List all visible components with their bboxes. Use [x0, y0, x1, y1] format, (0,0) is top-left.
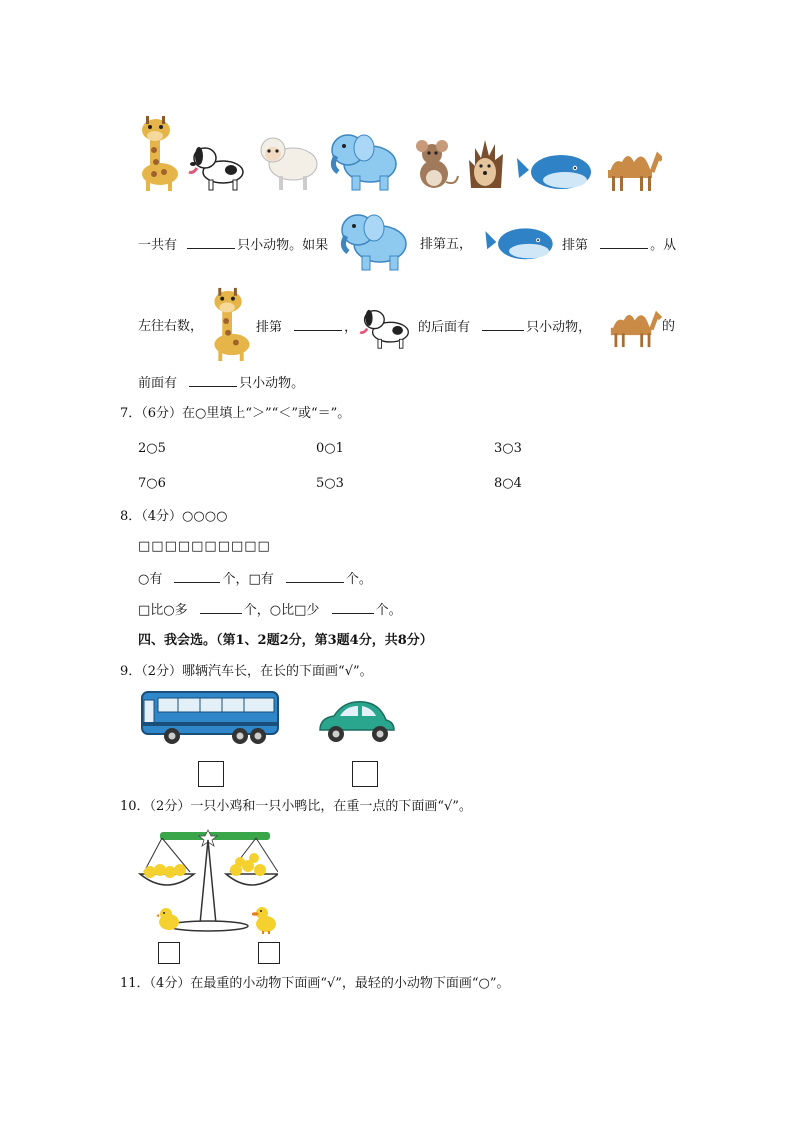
animal-row	[136, 98, 662, 192]
camel-icon	[602, 302, 662, 352]
elephant-icon	[332, 208, 418, 276]
q8-text: 个。	[375, 603, 402, 618]
q7-compare-item[interactable]: 8○4	[494, 476, 522, 491]
q7-compare-item[interactable]: 5○3	[316, 476, 344, 491]
answer-blank[interactable]	[332, 601, 374, 614]
dog-icon	[356, 300, 416, 354]
q8-text: 个。	[345, 572, 372, 587]
q6-text: ，	[344, 320, 358, 335]
elephant-icon	[326, 128, 404, 192]
mouse-icon	[410, 138, 460, 192]
answer-blank[interactable]	[286, 570, 344, 583]
answer-box-car[interactable]	[352, 761, 378, 787]
car-icon	[316, 696, 398, 748]
answer-blank[interactable]	[482, 318, 524, 331]
q6-text: 只小动物，	[526, 320, 592, 335]
q6-text: 。从	[650, 238, 677, 253]
q6-line1-end	[562, 236, 676, 255]
giraffe-icon	[208, 284, 254, 366]
chick-icon	[156, 906, 182, 936]
answer-blank[interactable]	[174, 570, 220, 583]
q7-compare-item[interactable]: 0○1	[316, 441, 344, 456]
q6-text: 排第	[562, 238, 589, 253]
q7-compare-item[interactable]: 2○5	[138, 441, 166, 456]
whale-icon	[513, 148, 595, 192]
dog-icon	[187, 136, 249, 192]
q8-squares: □□□□□□□□□□	[138, 539, 271, 554]
section-title: 四、我会选。（第1、2题2分，第3题4分，共8分）	[138, 633, 433, 648]
sheep-icon	[255, 130, 321, 192]
bus-icon	[138, 688, 282, 750]
q6-text: 只小动物。	[239, 376, 305, 391]
q6-line2-mid	[256, 318, 357, 337]
q8-text: 个，□有	[222, 572, 274, 587]
q6-line1	[138, 236, 328, 255]
q9-title: 9．（2分）哪辆汽车长，在长的下面画“√”。	[120, 664, 373, 679]
q8-line1	[138, 570, 372, 589]
q7-compare-item[interactable]: 3○3	[494, 441, 522, 456]
answer-blank[interactable]	[200, 601, 242, 614]
q6-text: 左往右数，	[138, 319, 204, 334]
q8-text: □比○多	[138, 603, 188, 618]
q6-text: 排第	[256, 320, 283, 335]
camel-icon	[600, 142, 662, 192]
q6-text: 排第五，	[420, 237, 473, 252]
q8-text: ○有	[138, 572, 163, 587]
q6-text: 的	[662, 319, 676, 334]
answer-box-chick[interactable]	[158, 942, 180, 964]
answer-blank[interactable]	[187, 236, 235, 249]
q6-line3	[138, 374, 304, 393]
answer-blank[interactable]	[189, 374, 237, 387]
hedgehog-icon	[465, 136, 507, 192]
q8-text: 个，○比□少	[243, 603, 320, 618]
answer-box-bus[interactable]	[198, 761, 224, 787]
q8-title: 8．（4分）○○○○	[120, 509, 228, 524]
q8-line2	[138, 601, 402, 620]
q6-line2-after-dog	[418, 318, 591, 337]
q6-text: 只小动物。如果	[237, 238, 329, 253]
q7-title: 7．（6分）在○里填上“＞”“＜”或“＝”。	[120, 406, 351, 421]
q11-title: 11．（4分）在最重的小动物下面画“√”，最轻的小动物下面画“○”。	[120, 976, 510, 991]
q10-title: 10．（2分）一只小鸡和一只小鸭比，在重一点的下面画“√”。	[120, 799, 472, 814]
q6-text: 一共有	[138, 238, 178, 253]
answer-blank[interactable]	[294, 318, 342, 331]
answer-box-duckling[interactable]	[258, 942, 280, 964]
whale-icon	[478, 222, 560, 266]
duckling-icon	[252, 904, 278, 938]
answer-blank[interactable]	[600, 236, 648, 249]
q6-text: 前面有	[138, 376, 178, 391]
giraffe-icon	[136, 112, 182, 192]
q6-text: 的后面有	[418, 320, 471, 335]
q7-compare-item[interactable]: 7○6	[138, 476, 166, 491]
